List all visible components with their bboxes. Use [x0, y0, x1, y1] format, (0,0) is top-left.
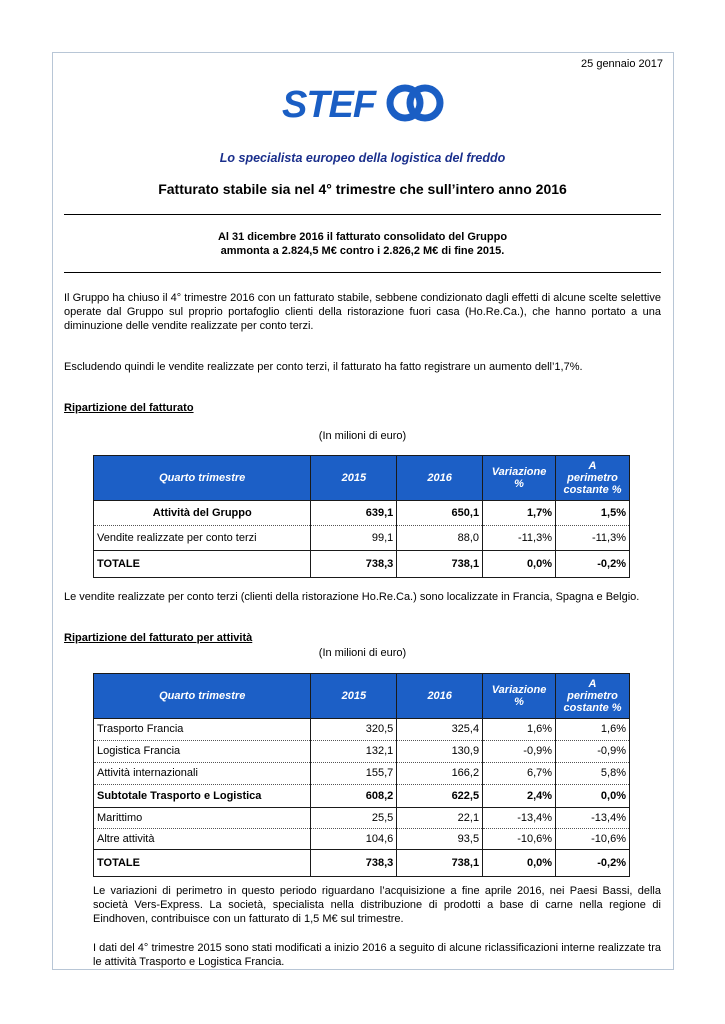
table-cell: 1,6% — [556, 719, 630, 741]
table-cell: 1,7% — [483, 501, 556, 526]
table-cell: -13,4% — [483, 808, 556, 829]
table-cell: Attività internazionali — [94, 763, 311, 785]
table-row-total — [94, 850, 630, 877]
tagline: Lo specialista europeo della logistica del freddo — [219, 151, 506, 165]
header-2015: 2015 — [311, 674, 397, 719]
document-date: 25 gennaio 2017 — [581, 58, 663, 70]
paragraph-5: I dati del 4° trimestre 2015 sono stati modificati a inizio 2016 a seguito di alcune riclassificazioni interne realizzate tra le attività Trasporto e Logistica Francia. — [93, 942, 661, 968]
table-cell: 25,5 — [311, 808, 397, 829]
table-cell: Trasporto Francia — [94, 719, 311, 741]
header-variation: Variazione % — [483, 456, 556, 501]
table-cell: TOTALE — [94, 551, 311, 578]
table-cell: 93,5 — [397, 829, 483, 850]
table-cell: 320,5 — [311, 719, 397, 741]
table-row — [94, 741, 630, 763]
table-cell: 22,1 — [397, 808, 483, 829]
table-cell: -11,3% — [556, 526, 630, 551]
table-cell: Attività del Gruppo — [94, 501, 311, 526]
table-cell: -10,6% — [483, 829, 556, 850]
header-constant-perimeter: A perimetro costante % — [556, 456, 630, 501]
header-2015: 2015 — [311, 456, 397, 501]
table-cell: 738,3 — [311, 850, 397, 877]
summary-box — [64, 230, 661, 258]
activity-table — [93, 673, 630, 877]
table-cell: -0,2% — [556, 850, 630, 877]
table-cell: -10,6% — [556, 829, 630, 850]
header-variation: Variazione % — [483, 674, 556, 719]
table-cell: 738,3 — [311, 551, 397, 578]
table-row — [94, 501, 630, 526]
table-cell: 639,1 — [311, 501, 397, 526]
paragraph-2: Escludendo quindi le vendite realizzate per conto terzi, il fatturato ha fatto registrare un aumento dell’1,7%. — [64, 361, 583, 373]
table-cell: 1,6% — [483, 719, 556, 741]
table-cell: -0,2% — [556, 551, 630, 578]
header-2016: 2016 — [397, 674, 483, 719]
table-header-row — [94, 674, 630, 719]
stef-logo — [280, 82, 444, 124]
table-row — [94, 808, 630, 829]
table-cell: 0,0% — [483, 850, 556, 877]
summary-line-1: Al 31 dicembre 2016 il fatturato consolidato del Gruppo — [217, 231, 508, 243]
section-title-activity: Ripartizione del fatturato per attività — [64, 632, 253, 644]
table-cell: 104,6 — [311, 829, 397, 850]
table-cell: 608,2 — [311, 785, 397, 808]
bottom-rule — [64, 272, 661, 273]
table-cell: Vendite realizzate per conto terzi — [94, 526, 311, 551]
table-cell: 132,1 — [311, 741, 397, 763]
summary-line-2: ammonta a 2.824,5 M€ contro i 2.826,2 M€ di fine 2015. — [220, 245, 505, 257]
unit-label-2: (In milioni di euro) — [318, 647, 407, 659]
table-row — [94, 829, 630, 850]
table-cell: -13,4% — [556, 808, 630, 829]
table-cell: 130,9 — [397, 741, 483, 763]
table-row — [94, 719, 630, 741]
logo-text: STEF — [282, 84, 376, 124]
table-cell: 166,2 — [397, 763, 483, 785]
table-cell: -11,3% — [483, 526, 556, 551]
header-constant-perimeter: A perimetro costante % — [556, 674, 630, 719]
table-cell: TOTALE — [94, 850, 311, 877]
table-cell: 325,4 — [397, 719, 483, 741]
table-cell: 738,1 — [397, 551, 483, 578]
table-cell: 622,5 — [397, 785, 483, 808]
table-row — [94, 526, 630, 551]
table-cell: Altre attività — [94, 829, 311, 850]
table-cell: Marittimo — [94, 808, 311, 829]
table-cell: Logistica Francia — [94, 741, 311, 763]
unit-label-1: (In milioni di euro) — [318, 430, 407, 442]
paragraph-4: Le variazioni di perimetro in questo periodo riguardano l’acquisizione a fine aprile 2016, nei Paesi Bassi, della società Vers-Express. La società, specialista nella distribuzione di prodotti a base di carne nella regione di Eindhoven, contribuisce con un fatturato di 1,5 M€ sul trimestre. — [93, 885, 661, 925]
top-rule — [64, 214, 661, 215]
table-cell: 5,8% — [556, 763, 630, 785]
table-row-total — [94, 551, 630, 578]
table-cell: 0,0% — [556, 785, 630, 808]
table-cell: 88,0 — [397, 526, 483, 551]
table-cell: 99,1 — [311, 526, 397, 551]
table-cell: 738,1 — [397, 850, 483, 877]
table-cell: 2,4% — [483, 785, 556, 808]
table-cell: 155,7 — [311, 763, 397, 785]
table-row-subtotal — [94, 785, 630, 808]
table-row — [94, 763, 630, 785]
table-cell: Subtotale Trasporto e Logistica — [94, 785, 311, 808]
header-quarter: Quarto trimestre — [94, 456, 311, 501]
headline: Fatturato stabile sia nel 4° trimestre che sull’intero anno 2016 — [158, 181, 567, 197]
table-cell: -0,9% — [556, 741, 630, 763]
table-cell: -0,9% — [483, 741, 556, 763]
header-quarter: Quarto trimestre — [94, 674, 311, 719]
table-cell: 0,0% — [483, 551, 556, 578]
table-cell: 1,5% — [556, 501, 630, 526]
paragraph-1: Il Gruppo ha chiuso il 4° trimestre 2016 con un fatturato stabile, sebbene condizionato dagli effetti di alcune scelte selettive operate dal Gruppo sul proprio portafoglio clienti della ristorazione fuori casa (Ho.Re.Ca.), che hanno portato a una diminuzione delle vendite realizzate per conto terzi. — [64, 292, 661, 332]
table-cell: 650,1 — [397, 501, 483, 526]
table-cell: 6,7% — [483, 763, 556, 785]
revenue-table — [93, 455, 630, 578]
table-header-row — [94, 456, 630, 501]
header-2016: 2016 — [397, 456, 483, 501]
section-title-revenue: Ripartizione del fatturato — [64, 402, 194, 414]
paragraph-3: Le vendite realizzate per conto terzi (clienti della ristorazione Ho.Re.Ca.) sono localizzate in Francia, Spagna e Belgio. — [64, 591, 640, 603]
